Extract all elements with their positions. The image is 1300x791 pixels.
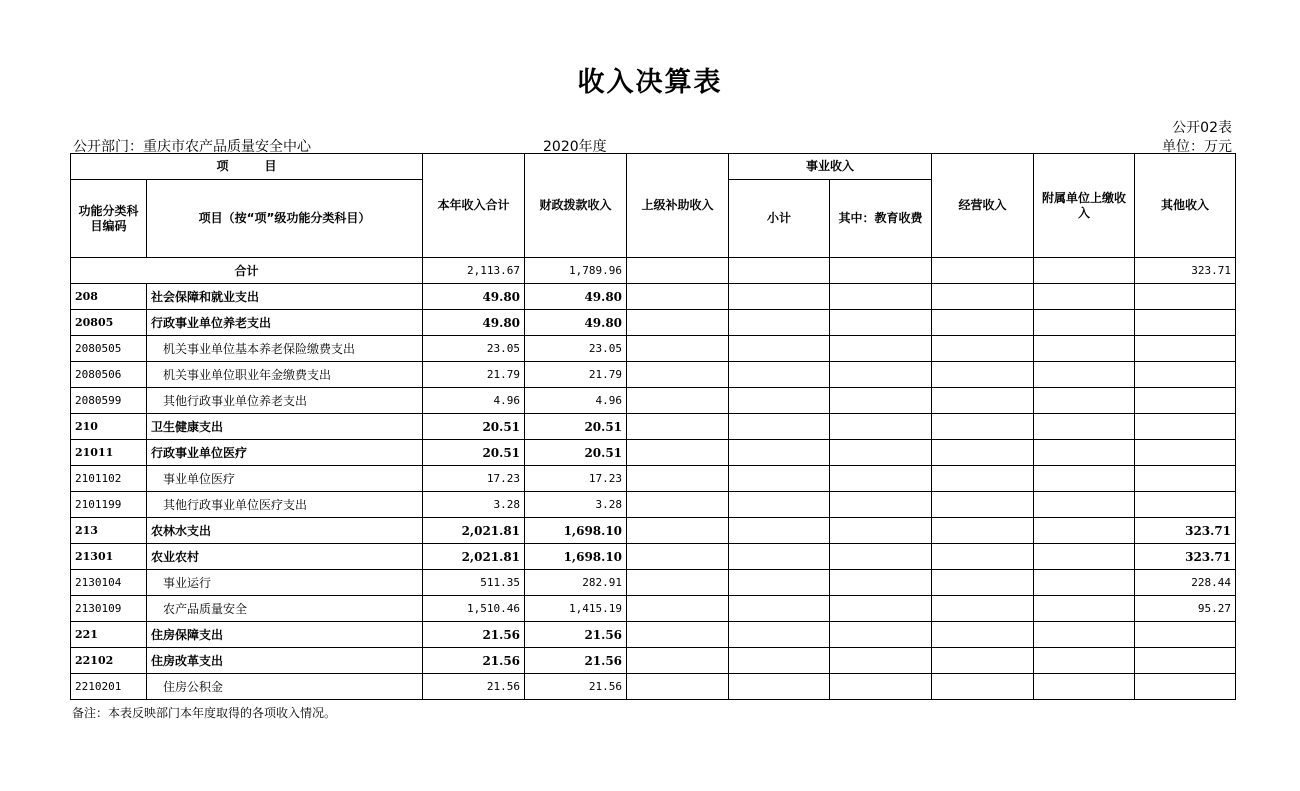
row-operating xyxy=(932,622,1034,648)
unit-label: 单位：万元 xyxy=(1162,139,1232,155)
row-superior xyxy=(627,362,729,388)
row-name: 其他行政事业单位医疗支出 xyxy=(147,492,423,518)
row-education xyxy=(830,440,932,466)
total-operating xyxy=(932,258,1034,284)
row-fiscal: 21.56 xyxy=(525,622,627,648)
row-fiscal: 21.56 xyxy=(525,674,627,700)
row-name: 住房改革支出 xyxy=(147,648,423,674)
header-total: 本年收入合计 xyxy=(423,154,525,258)
row-code: 221 xyxy=(71,622,147,648)
row-fiscal: 49.80 xyxy=(525,310,627,336)
row-fiscal: 21.79 xyxy=(525,362,627,388)
row-affiliate xyxy=(1034,544,1135,570)
row-operating xyxy=(932,440,1034,466)
row-education xyxy=(830,518,932,544)
row-total: 49.80 xyxy=(423,310,525,336)
row-code: 2080506 xyxy=(71,362,147,388)
header-business: 事业收入 xyxy=(729,154,932,180)
row-affiliate xyxy=(1034,388,1135,414)
row-other xyxy=(1135,648,1236,674)
row-fiscal: 49.80 xyxy=(525,284,627,310)
table-row xyxy=(71,570,1236,596)
row-subtotal xyxy=(729,492,830,518)
row-affiliate xyxy=(1034,648,1135,674)
table-row xyxy=(71,414,1236,440)
table-row xyxy=(71,336,1236,362)
footnote: 备注：本表反映部门本年度取得的各项收入情况。 xyxy=(72,706,337,720)
row-other: 323.71 xyxy=(1135,518,1236,544)
row-superior xyxy=(627,544,729,570)
row-education xyxy=(830,622,932,648)
row-education xyxy=(830,674,932,700)
row-total: 23.05 xyxy=(423,336,525,362)
header-education: 其中：教育收费 xyxy=(830,180,932,258)
row-superior xyxy=(627,674,729,700)
row-education xyxy=(830,596,932,622)
table-row xyxy=(71,284,1236,310)
row-code: 2101102 xyxy=(71,466,147,492)
row-other xyxy=(1135,622,1236,648)
row-fiscal: 1,415.19 xyxy=(525,596,627,622)
row-subtotal xyxy=(729,440,830,466)
row-code: 2080599 xyxy=(71,388,147,414)
row-name: 农产品质量安全 xyxy=(147,596,423,622)
total-row xyxy=(71,258,1236,284)
row-education xyxy=(830,570,932,596)
department-label: 公开部门：重庆市农产品质量安全中心 xyxy=(73,139,311,155)
table-row xyxy=(71,674,1236,700)
row-operating xyxy=(932,570,1034,596)
table-row xyxy=(71,648,1236,674)
row-name: 农林水支出 xyxy=(147,518,423,544)
row-code: 208 xyxy=(71,284,147,310)
row-affiliate xyxy=(1034,414,1135,440)
row-code: 2080505 xyxy=(71,336,147,362)
form-number: 公开02表 xyxy=(1172,120,1232,136)
row-subtotal xyxy=(729,622,830,648)
row-subtotal xyxy=(729,518,830,544)
row-operating xyxy=(932,310,1034,336)
table-row xyxy=(71,466,1236,492)
row-affiliate xyxy=(1034,518,1135,544)
row-operating xyxy=(932,466,1034,492)
row-education xyxy=(830,414,932,440)
header-func-name: 项目（按“项”级功能分类科目） xyxy=(147,180,423,258)
row-total: 20.51 xyxy=(423,414,525,440)
row-code: 2101199 xyxy=(71,492,147,518)
row-other xyxy=(1135,310,1236,336)
row-subtotal xyxy=(729,648,830,674)
row-name: 行政事业单位养老支出 xyxy=(147,310,423,336)
row-subtotal xyxy=(729,310,830,336)
total-education xyxy=(830,258,932,284)
row-superior xyxy=(627,648,729,674)
row-operating xyxy=(932,414,1034,440)
row-total: 49.80 xyxy=(423,284,525,310)
row-code: 21011 xyxy=(71,440,147,466)
row-superior xyxy=(627,570,729,596)
row-affiliate xyxy=(1034,362,1135,388)
row-name: 卫生健康支出 xyxy=(147,414,423,440)
total-other: 323.71 xyxy=(1135,258,1236,284)
row-superior xyxy=(627,466,729,492)
row-education xyxy=(830,284,932,310)
row-education xyxy=(830,492,932,518)
row-operating xyxy=(932,596,1034,622)
row-affiliate xyxy=(1034,622,1135,648)
row-fiscal: 3.28 xyxy=(525,492,627,518)
row-name: 机关事业单位职业年金缴费支出 xyxy=(147,362,423,388)
row-subtotal xyxy=(729,466,830,492)
row-name: 事业运行 xyxy=(147,570,423,596)
row-total: 2,021.81 xyxy=(423,518,525,544)
row-operating xyxy=(932,362,1034,388)
row-other xyxy=(1135,362,1236,388)
row-subtotal xyxy=(729,336,830,362)
row-other xyxy=(1135,414,1236,440)
row-operating xyxy=(932,674,1034,700)
row-affiliate xyxy=(1034,310,1135,336)
header-other: 其他收入 xyxy=(1135,154,1236,258)
row-total: 21.79 xyxy=(423,362,525,388)
row-operating xyxy=(932,284,1034,310)
row-education xyxy=(830,544,932,570)
row-affiliate xyxy=(1034,466,1135,492)
income-table xyxy=(70,153,1236,700)
table-row xyxy=(71,362,1236,388)
row-fiscal: 20.51 xyxy=(525,440,627,466)
header-fiscal: 财政拨款收入 xyxy=(525,154,627,258)
row-subtotal xyxy=(729,544,830,570)
row-superior xyxy=(627,440,729,466)
row-code: 22102 xyxy=(71,648,147,674)
row-total: 20.51 xyxy=(423,440,525,466)
row-operating xyxy=(932,492,1034,518)
row-total: 4.96 xyxy=(423,388,525,414)
row-operating xyxy=(932,336,1034,362)
row-name: 事业单位医疗 xyxy=(147,466,423,492)
row-other xyxy=(1135,466,1236,492)
row-affiliate xyxy=(1034,336,1135,362)
row-superior xyxy=(627,388,729,414)
row-other xyxy=(1135,388,1236,414)
row-operating xyxy=(932,388,1034,414)
row-other xyxy=(1135,440,1236,466)
row-name: 农业农村 xyxy=(147,544,423,570)
row-name: 行政事业单位医疗 xyxy=(147,440,423,466)
row-affiliate xyxy=(1034,492,1135,518)
row-superior xyxy=(627,622,729,648)
row-code: 21301 xyxy=(71,544,147,570)
row-other xyxy=(1135,336,1236,362)
row-education xyxy=(830,466,932,492)
table-row xyxy=(71,518,1236,544)
row-code: 20805 xyxy=(71,310,147,336)
page-title: 收入决算表 xyxy=(577,67,723,98)
row-superior xyxy=(627,414,729,440)
row-education xyxy=(830,362,932,388)
header-func-code: 功能分类科目编码 xyxy=(71,180,147,258)
row-subtotal xyxy=(729,414,830,440)
row-other: 323.71 xyxy=(1135,544,1236,570)
row-code: 2130104 xyxy=(71,570,147,596)
row-total: 21.56 xyxy=(423,648,525,674)
row-education xyxy=(830,388,932,414)
table-row xyxy=(71,492,1236,518)
row-education xyxy=(830,648,932,674)
header-subtotal: 小计 xyxy=(729,180,830,258)
row-code: 2130109 xyxy=(71,596,147,622)
total-sum: 2,113.67 xyxy=(423,258,525,284)
row-operating xyxy=(932,544,1034,570)
row-fiscal: 1,698.10 xyxy=(525,544,627,570)
row-affiliate xyxy=(1034,570,1135,596)
row-fiscal: 23.05 xyxy=(525,336,627,362)
total-fiscal: 1,789.96 xyxy=(525,258,627,284)
row-total: 21.56 xyxy=(423,622,525,648)
table-row xyxy=(71,544,1236,570)
row-education xyxy=(830,310,932,336)
row-superior xyxy=(627,596,729,622)
row-superior xyxy=(627,492,729,518)
row-operating xyxy=(932,648,1034,674)
row-other: 95.27 xyxy=(1135,596,1236,622)
header-operating: 经营收入 xyxy=(932,154,1034,258)
year-label: 2020年度 xyxy=(543,139,607,155)
row-education xyxy=(830,336,932,362)
row-subtotal xyxy=(729,388,830,414)
row-affiliate xyxy=(1034,596,1135,622)
row-name: 机关事业单位基本养老保险缴费支出 xyxy=(147,336,423,362)
row-subtotal xyxy=(729,284,830,310)
row-superior xyxy=(627,310,729,336)
row-name: 住房保障支出 xyxy=(147,622,423,648)
row-superior xyxy=(627,336,729,362)
row-fiscal: 282.91 xyxy=(525,570,627,596)
header-affiliate: 附属单位上缴收入 xyxy=(1034,154,1135,258)
row-subtotal xyxy=(729,674,830,700)
header-project: 项 目 xyxy=(71,154,423,180)
table-row xyxy=(71,622,1236,648)
table-row xyxy=(71,310,1236,336)
row-subtotal xyxy=(729,362,830,388)
row-fiscal: 20.51 xyxy=(525,414,627,440)
row-name: 其他行政事业单位养老支出 xyxy=(147,388,423,414)
row-other xyxy=(1135,492,1236,518)
row-superior xyxy=(627,284,729,310)
row-other xyxy=(1135,674,1236,700)
row-total: 17.23 xyxy=(423,466,525,492)
row-subtotal xyxy=(729,596,830,622)
row-fiscal: 1,698.10 xyxy=(525,518,627,544)
row-fiscal: 4.96 xyxy=(525,388,627,414)
table-row xyxy=(71,440,1236,466)
row-code: 213 xyxy=(71,518,147,544)
total-label: 合计 xyxy=(71,258,423,284)
header-superior: 上级补助收入 xyxy=(627,154,729,258)
row-operating xyxy=(932,518,1034,544)
row-affiliate xyxy=(1034,440,1135,466)
row-total: 3.28 xyxy=(423,492,525,518)
row-fiscal: 21.56 xyxy=(525,648,627,674)
row-fiscal: 17.23 xyxy=(525,466,627,492)
row-superior xyxy=(627,518,729,544)
row-total: 1,510.46 xyxy=(423,596,525,622)
row-affiliate xyxy=(1034,674,1135,700)
table-row xyxy=(71,596,1236,622)
row-code: 2210201 xyxy=(71,674,147,700)
row-subtotal xyxy=(729,570,830,596)
row-total: 21.56 xyxy=(423,674,525,700)
row-name: 住房公积金 xyxy=(147,674,423,700)
total-superior xyxy=(627,258,729,284)
row-total: 2,021.81 xyxy=(423,544,525,570)
total-subtotal xyxy=(729,258,830,284)
total-affiliate xyxy=(1034,258,1135,284)
table-row xyxy=(71,388,1236,414)
row-other xyxy=(1135,284,1236,310)
row-affiliate xyxy=(1034,284,1135,310)
row-code: 210 xyxy=(71,414,147,440)
row-name: 社会保障和就业支出 xyxy=(147,284,423,310)
row-total: 511.35 xyxy=(423,570,525,596)
row-other: 228.44 xyxy=(1135,570,1236,596)
